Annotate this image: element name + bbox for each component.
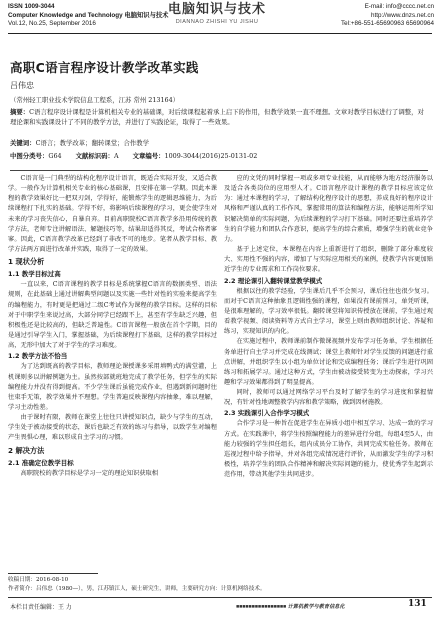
subsection-heading: 2.1 准确定位教学目标 bbox=[8, 458, 74, 467]
issn: ISSN 1009-3044 bbox=[8, 3, 55, 10]
page-number: 131 bbox=[408, 599, 427, 609]
journal-logo bbox=[158, 2, 276, 30]
paragraph: 在实施过程中，教师课前制作微课视频并发布学习任务单，学生根据任务单进行自主学习并完成在线测试；课堂上教师针对学生反馈的问题进行重点讲解，并组织学生以小组为单位讨论和完成编程任务；课后学生进行巩固练习和拓展学习。通过这种方式，学生由被动接受转变为主动探索，学习兴趣和学习效果都得到了明显提高。 bbox=[224, 338, 433, 386]
paragraph: 由于课时有限，教师在课堂上往往只讲授知识点，缺少与学生的互动，学生处于被动接受的状态，课后也缺乏有效的练习与指导，以致学生对编程产生畏惧心理，难以形成自主学习的习惯。 bbox=[8, 414, 217, 442]
journal-header bbox=[0, 0, 440, 34]
abstract-rule bbox=[10, 170, 428, 171]
abstract-text: C语言程序设计课程是计算机相关专业的基础课，对后续课程起着承上启下的作用，但教学效果一直不理想。文章对教学目标进行了调整，对理论课和实践课设计了不同的教学方法，并进行了实践论证，取得了一些效果。 bbox=[10, 108, 424, 127]
body-column-right bbox=[224, 174, 433, 593]
paragraph: C语言是一门典型的结构化程序设计语言，既适合实际开发，又适合教学。一般作为计算机相关专业的核心基础课，且安排在第一学期。因此本课程的教学效果好比一把双刃剑，学得好，能锻炼学生的逻辑思维能力，为后续课程打下扎实的基础。学得不好，将影响后续课程的学习，更会使学生对未来的学习丧失信心，自暴自弃。目前高职院校C语言教学多沿用传统的教学方法，老师专注讲解语法、解题技巧等，结果却适得其反，考试合格者寥寥。因此，C语言教学改革已经到了非改不可的地步。笔者从教学目标、教学方法两方面进行改革并实践，取得了一定的效果。 bbox=[8, 175, 217, 254]
footnote-rule bbox=[8, 573, 98, 574]
paragraph: 为了达到既高的教学目标，教师理论课授课多采用填鸭式的满堂灌，上机课则多以讲解例题为主。虽然按部就班地完成了教学任务，但学生的实际编程能力并没有得到提高。不少学生课后虽能完成作业，但遇到新问题时往往束手无策，教学效果并不理想。学生普遍反映课程内容抽象，难以理解，学习主动性差。 bbox=[8, 363, 217, 411]
column-name bbox=[236, 603, 345, 610]
column-editor: 本栏目责任编辑：王 力 bbox=[10, 605, 72, 611]
journal-info-right bbox=[292, 3, 434, 29]
article-affiliation: （常州轻工职业技术学院信息工程系，江苏 常州 213164） bbox=[10, 96, 180, 104]
abstract bbox=[10, 107, 428, 127]
column-name-title: 计算机教学与教育信息化 bbox=[287, 604, 345, 610]
subsection-heading: 2.3 实践课引入合作学习模式 bbox=[224, 409, 310, 418]
journal-volume: Vol.12, No.25, September 2016 bbox=[8, 20, 96, 28]
journal-logo-sub: DIANNAO ZHISHI YU JISHU bbox=[175, 19, 259, 25]
column-name-prefix: ■■■■■■■■■■■■■■■■ bbox=[236, 604, 288, 610]
footer-rule bbox=[8, 597, 432, 598]
subsection-heading: 1.1 教学目标过高 bbox=[8, 270, 61, 279]
article-author: 吕伟忠 bbox=[10, 81, 34, 90]
article-id-label: 文章编号： bbox=[132, 152, 165, 160]
paragraph: 同时，教师可以通过网络学习平台及时了解学生的学习进度和掌握情况，有针对性地调整教学内容和教学策略，做到因材施教。 bbox=[224, 389, 433, 407]
paragraph: 高职院校的教学目标是学习一定的理论知识获取相 bbox=[20, 469, 158, 477]
journal-tel: Tel:+86-551-65690963 65690964 bbox=[341, 20, 434, 28]
section-heading: 2 解决方法 bbox=[8, 445, 45, 455]
doc-code-value: A bbox=[113, 152, 119, 160]
author-bio: 作者简介：吕伟忠（1980—），男，江苏镇江人，硕士研究生，讲师，主要研究方向：计算机网络技术。 bbox=[8, 586, 266, 592]
journal-email: E-mail: info@cccc.net.cn bbox=[364, 3, 434, 10]
section-heading: 1 现状分析 bbox=[8, 257, 45, 267]
keywords-line bbox=[10, 138, 149, 148]
keywords-text: C语言；教学改革；翻转课堂；合作教学 bbox=[35, 139, 150, 147]
paragraph: 应的文凭的同时掌握一项或多项专业技能，从而能够为地方经济服务以及适合各类岗位的应用型人才。C语言程序设计课程的教学目标应该定位为：通过本课程的学习，了解结构化程序设计的思想，养成良好的程序设计风格和严谨认真的工作作风，掌握常用的算法和编程方法，能够运用所学知识解决简单的实际问题，为后续课程的学习打下基础。同时还要注重培养学生的自学能力和团队合作意识，提高学生的综合素质，增强学生的就业竞争力。 bbox=[224, 175, 433, 243]
journal-info-left bbox=[8, 3, 168, 29]
body-column-left bbox=[8, 174, 217, 570]
journal-name bbox=[8, 12, 168, 21]
subsection-heading: 1.2 教学方法不恰当 bbox=[8, 352, 68, 361]
journal-name-en: Computer Knowledge and Technology bbox=[8, 11, 123, 19]
classification-line bbox=[10, 151, 257, 161]
paragraph: 基于上述定位，本课程在内容上重新进行了组织，删除了部分难度较大、实用性不强的内容，增加了与实际应用相关的案例，使教学内容更加贴近学生的专业需求和工作岗位要求。 bbox=[224, 246, 433, 274]
paragraph: 合作学习是一种旨在促进学生在异质小组中相互学习、达成一致的学习方式。在实践课中，将学生按照编程能力的差异进行分组，每组4至5人，由能力较强的学生担任组长，组内成员分工协作，共同完成实验任务。教师在巡视过程中给予指导，并对各组完成情况进行评价，从而激发学生的学习积极性，培养学生的团队合作精神和解决实际问题的能力，使优秀学生起到示范作用，带动其他学生共同进步。 bbox=[224, 420, 433, 479]
clc-label: 中图分类号： bbox=[10, 152, 49, 160]
clc-value: G64 bbox=[48, 152, 62, 160]
journal-name-cn: 电脑知识与技术 bbox=[124, 11, 169, 19]
subsection-heading: 2.2 理论课引入翻转课堂教学模式 bbox=[224, 276, 323, 285]
paragraph: 一直以来，C语言课程的教学目标是系统掌握C语言的数据类型、语法规则，在此基础上通过讲解典型问题以及实施一些针对性的实验来提高学生的编程能力，有时更是把通过二级C考试作为课程的教学目标。这样的目标对于中职学生来说过高，大部分同学已经跟不上，甚至有学生缺乏兴趣，但积极性还是比较高的，但缺乏普遍性。C语言课程一般放在首个学期，目的是通过引导学生入门，掌握基础，为后续课程打下基础，这样的教学目标过高，无形中加大了对于学生的学习难度。 bbox=[8, 281, 217, 350]
header-rule bbox=[8, 33, 432, 34]
doc-code-label: 文献标识码： bbox=[75, 152, 114, 160]
article-id-value: 1009-3044(2016)25-0131-02 bbox=[164, 152, 258, 160]
article-title: 高职C语言程序设计教学改革实践 bbox=[10, 60, 199, 75]
journal-logo-text: 电脑知识与技术 bbox=[167, 2, 266, 17]
journal-url: http://www.dnzs.net.cn bbox=[371, 11, 434, 19]
keywords-label: 关键词： bbox=[10, 139, 36, 147]
received-date: 收稿日期：2016-08-10 bbox=[8, 577, 69, 583]
paragraph: 根据以往的教学经验，学生课后几乎不会预习，课后往往也很少复习。而对于C语言这种抽象且逻辑性强的课程，如果没有课前预习，单凭听课，是很难理解的，学习效率很低。翻转课堂将知识传授放在课前，学生通过观看教学视频、阅读资料等方式自主学习，课堂上则由教师组织讨论、答疑和练习，实现知识的内化。 bbox=[224, 287, 433, 336]
abstract-label: 摘要： bbox=[10, 108, 30, 116]
